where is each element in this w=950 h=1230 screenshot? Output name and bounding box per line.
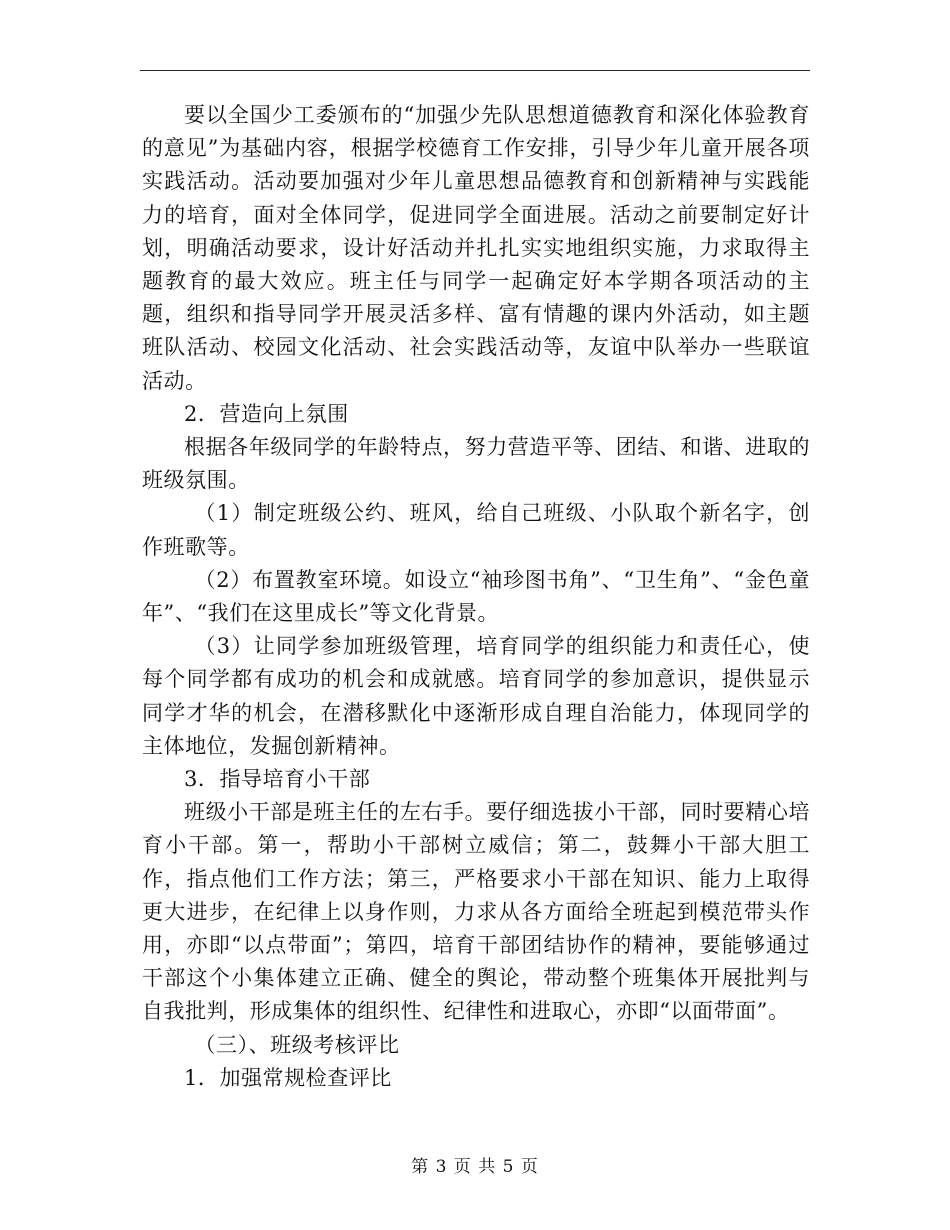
paragraph-practice-activities: 要以全国少工委颁布的“加强少先队思想道德教育和深化体验教育的意见”为基础内容，根据学校德育工作安排，引导少年儿童开展各项实践活动。活动要加强对少年儿童思想品德教育和创新精神与实践能力的培育，面对全体同学，促进同学全面进展。活动之前要制定好计划，明确活动要求，设计好活动并扎扎实实地组织实施，力求取得主题教育的最大效应。班主任与同学一起确定好本学期各项活动的主题，组织和指导同学开展灵活多样、富有情趣的课内外活动，如主题班队活动、校园文化活动、社会实践活动等，友谊中队举办一些联谊活动。 xyxy=(142,103,810,393)
section-heading-assessment: （三）、班级考核评比 xyxy=(194,1032,400,1057)
document-body xyxy=(142,99,810,1095)
list-item-class-management: （3）让同学参加班级管理，培育同学的组织能力和责任心，使每个同学都有成功的机会和成就感。培育同学的参加意识，提供显示同学才华的机会，在潜移默化中逐渐形成自理自治能力，体现同学的主体地位，发掘创新精神。 xyxy=(142,634,810,758)
section-heading-cadres: 3．指导培育小干部 xyxy=(184,767,371,792)
page-footer xyxy=(0,1152,950,1177)
paragraph-atmosphere: 根据各年级同学的年龄特点，努力营造平等、团结、和谐、进取的班级氛围。 xyxy=(142,435,810,493)
section-heading-routine-check: 1．加强常规检查评比 xyxy=(184,1065,392,1090)
page-number-label: 第 3 页 共 5 页 xyxy=(411,1157,539,1177)
paragraph-cadres: 班级小干部是班主任的左右手。要仔细选拔小干部，同时要精心培育小干部。第一，帮助小干部树立威信；第二，鼓舞小干部大胆工作，指点他们工作方法；第三，严格要求小干部在知识、能力上取得更大进步，在纪律上以身作则，力求从各方面给全班起到模范带头作用，亦即“以点带面”；第四，培育干部团结协作的精神，要能够通过干部这个小集体建立正确、健全的舆论，带动整个班集体开展批判与自我批判，形成集体的组织性、纪律性和进取心，亦即“以面带面”。 xyxy=(142,800,810,1024)
header-rule xyxy=(140,70,810,71)
list-item-classroom-environment: （2）布置教室环境。如设立“袖珍图书角”、“卫生角”、“金色童年”、“我们在这里成长”等文化背景。 xyxy=(142,567,810,626)
section-heading-atmosphere: 2．营造向上氛围 xyxy=(184,401,349,426)
list-item-class-convention: （1）制定班级公约、班风，给自己班级、小队取个新名字，创作班歌等。 xyxy=(142,501,810,559)
